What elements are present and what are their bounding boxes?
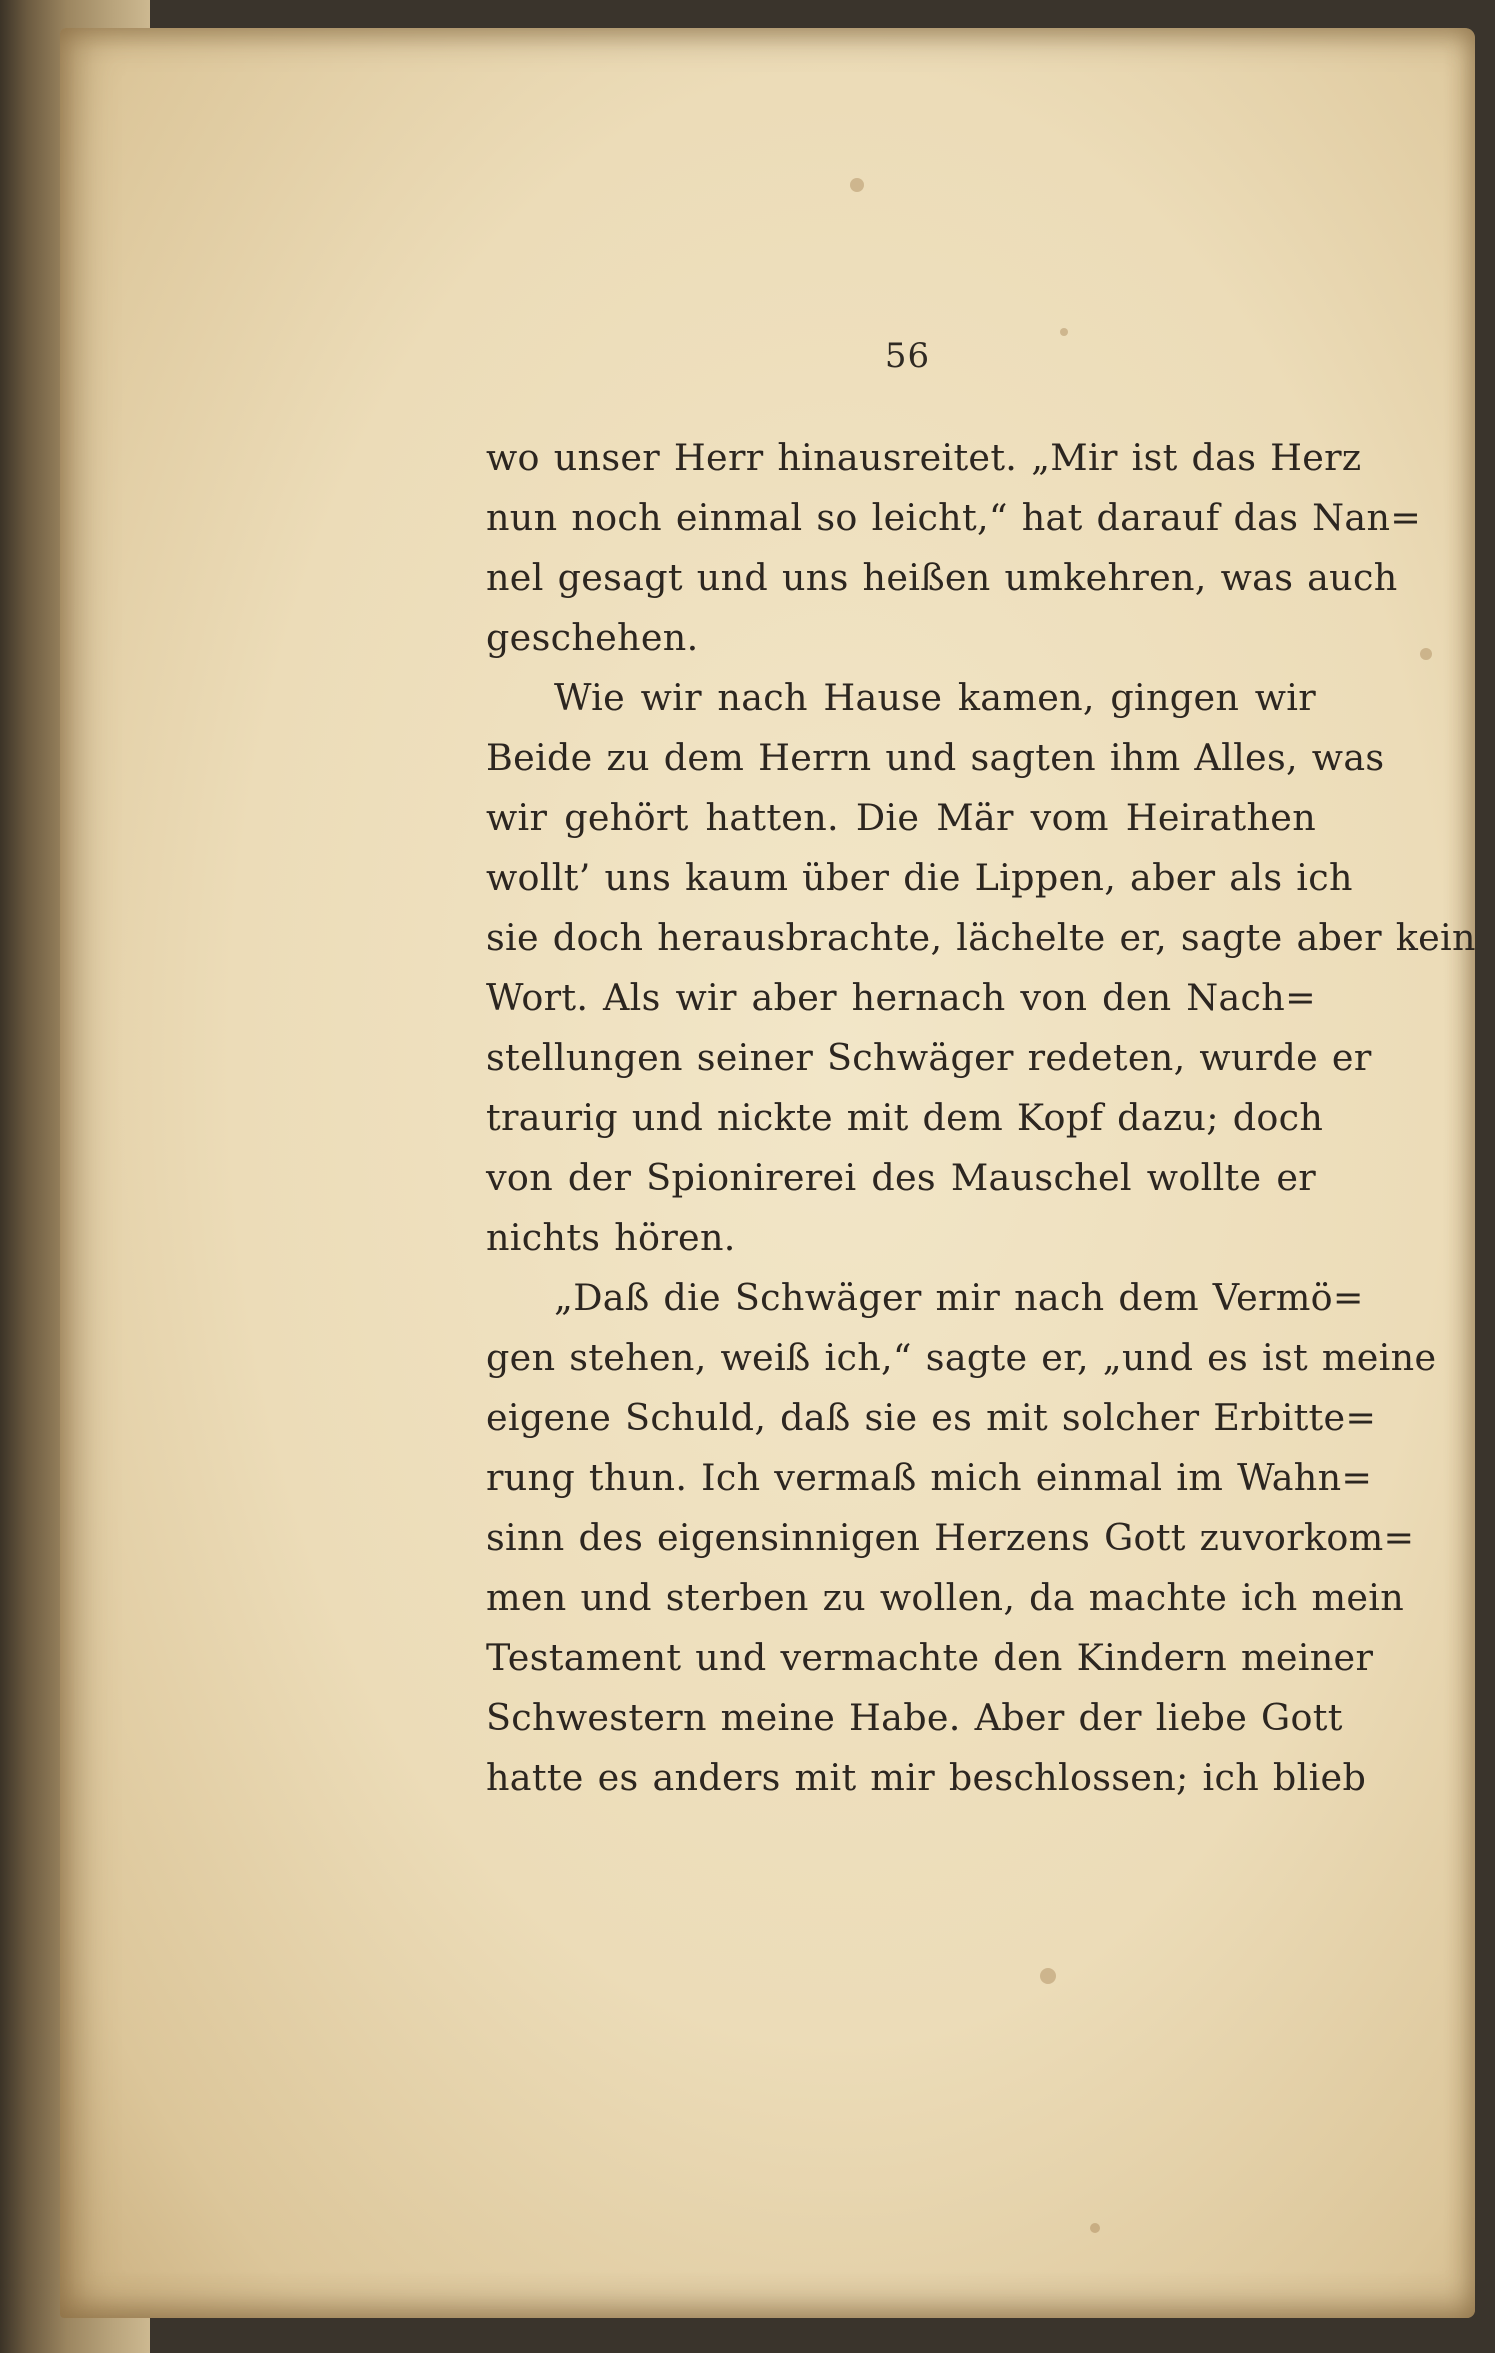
foxing-spot: [1040, 1968, 1056, 1984]
foxing-spot: [1420, 648, 1432, 660]
text-line: nun noch einmal so leicht,“ hat darauf das Nan=: [486, 496, 1422, 539]
text-line: von der Spionirerei des Mauschel wollte er: [486, 1156, 1316, 1199]
text-line: sie doch herausbrachte, lächelte er, sagte aber kein: [486, 916, 1476, 959]
foxing-spot: [1090, 2223, 1100, 2233]
text-line: wir gehört hatten. Die Mär vom Heirathen: [486, 796, 1316, 839]
text-line: eigene Schuld, daß sie es mit solcher Erbitte=: [486, 1396, 1377, 1439]
text-line: Schwestern meine Habe. Aber der liebe Gott: [486, 1696, 1343, 1739]
text-line: hatte es anders mit mir beschlossen; ich blieb: [486, 1756, 1367, 1799]
text-line: „Daß die Schwäger mir nach dem Vermö=: [554, 1276, 1364, 1319]
body-text: [486, 428, 1476, 1808]
foxing-spot: [850, 178, 864, 192]
page-number: 56: [884, 336, 931, 376]
text-line: men und sterben zu wollen, da machte ich mein: [486, 1576, 1405, 1619]
text-line: wo unser Herr hinausreitet. „Mir ist das Herz: [486, 436, 1362, 479]
text-line: Testament und vermachte den Kindern meiner: [486, 1636, 1374, 1679]
text-line: nel gesagt und uns heißen umkehren, was auch: [486, 556, 1398, 599]
text-line: Beide zu dem Herrn und sagten ihm Alles, was: [486, 736, 1385, 779]
text-line: geschehen.: [486, 616, 699, 659]
text-line: wollt’ uns kaum über die Lippen, aber als ich: [486, 856, 1353, 899]
text-line: Wie wir nach Hause kamen, gingen wir: [554, 676, 1316, 719]
text-line: sinn des eigensinnigen Herzens Gott zuvorkom=: [486, 1516, 1415, 1559]
text-line: rung thun. Ich vermaß mich einmal im Wahn=: [486, 1456, 1373, 1499]
text-line: Wort. Als wir aber hernach von den Nach=: [486, 976, 1316, 1019]
text-line: traurig und nickte mit dem Kopf dazu; doch: [486, 1096, 1324, 1139]
text-line: nichts hören.: [486, 1216, 736, 1259]
text-line: stellungen seiner Schwäger redeten, wurde er: [486, 1036, 1372, 1079]
text-line: gen stehen, weiß ich,“ sagte er, „und es ist meine: [486, 1336, 1437, 1379]
foxing-spot: [1060, 328, 1068, 336]
